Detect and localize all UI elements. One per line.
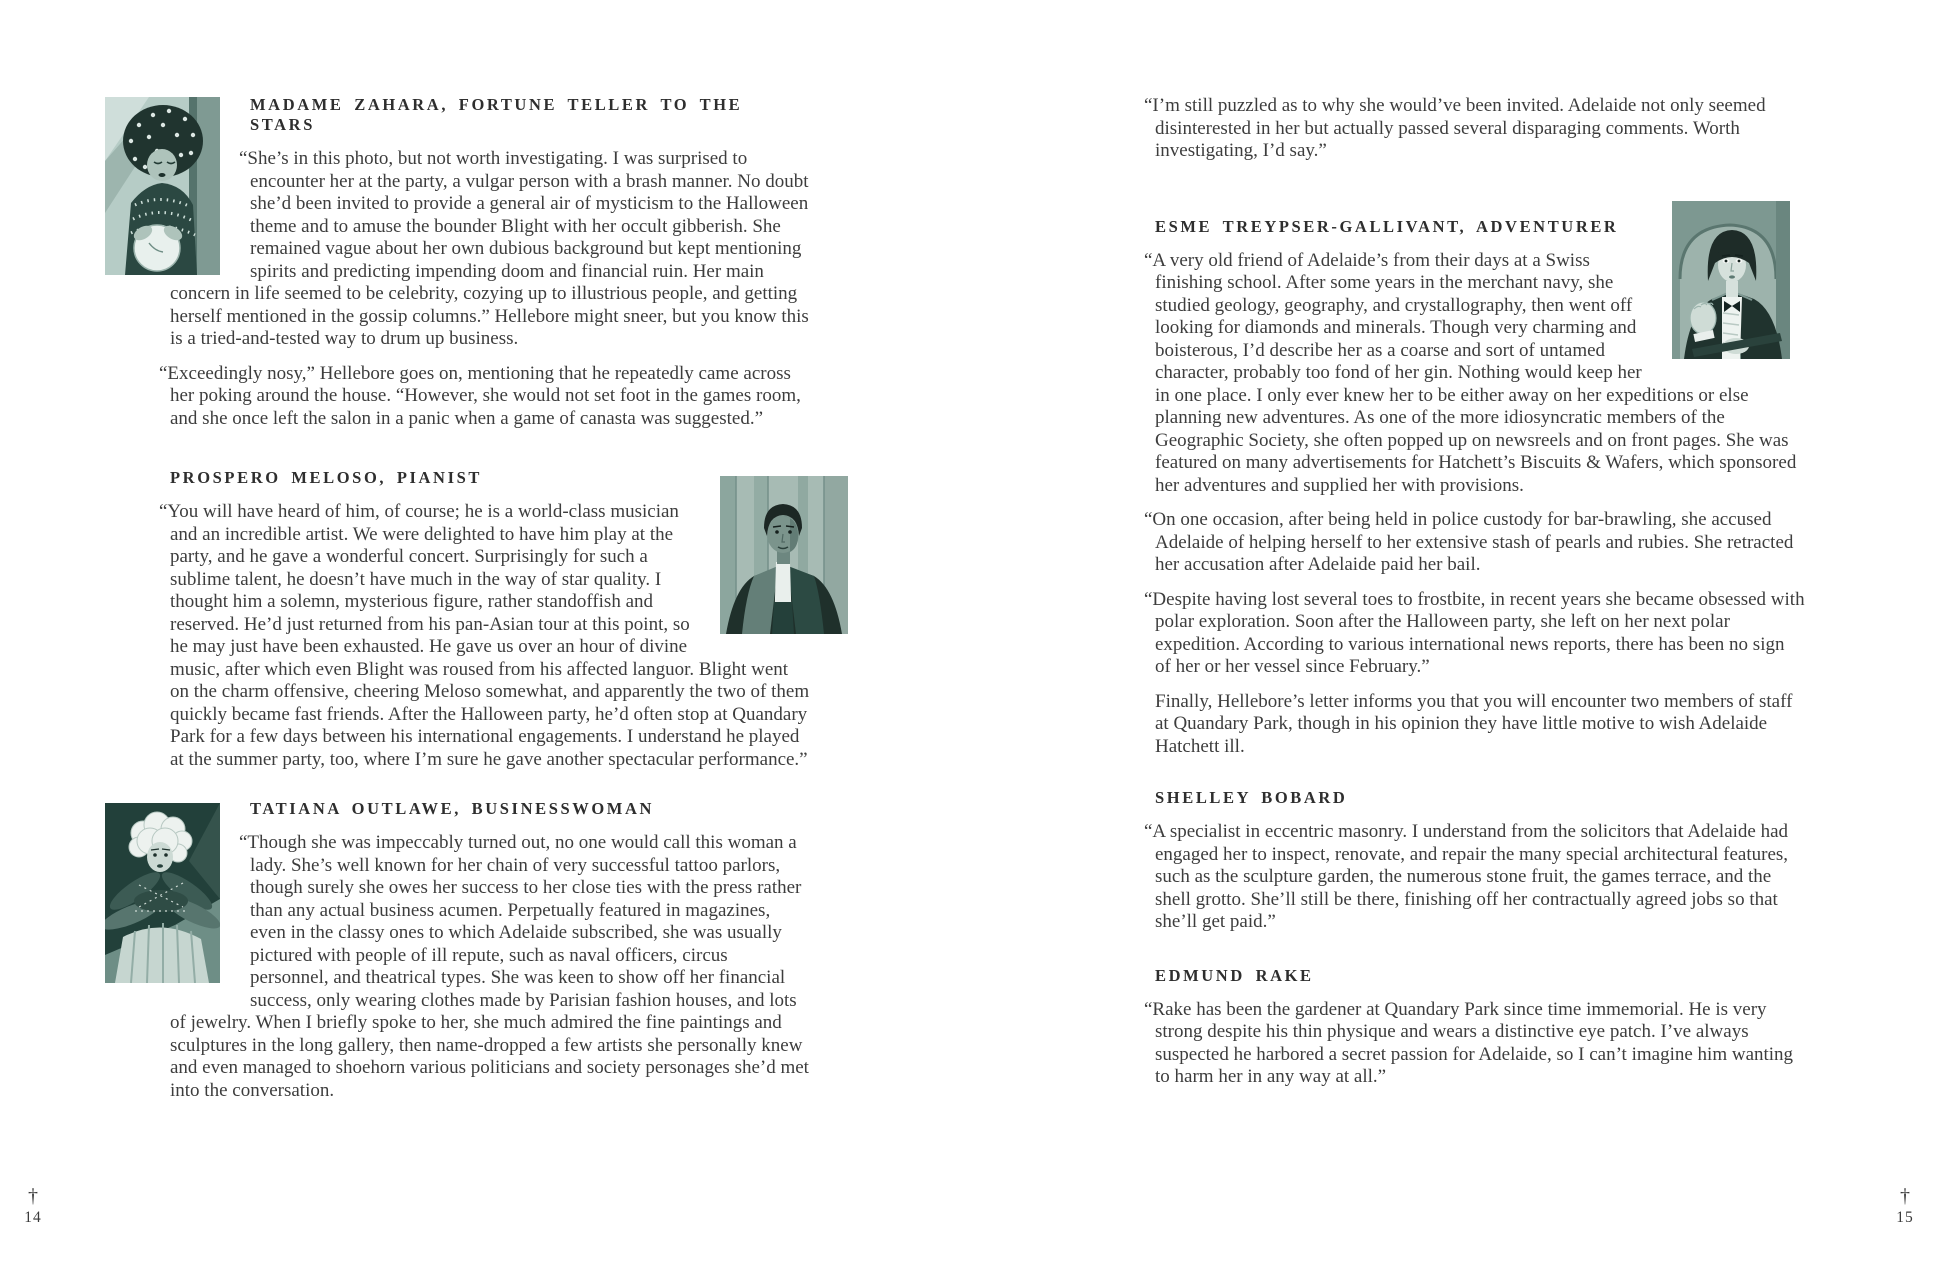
dagger-ornament: † — [28, 1185, 38, 1207]
heading-tatiana-outlawe: TATIANA OUTLAWE, BUSINESSWOMAN — [250, 799, 654, 818]
heading-madame-zahara: MADAME ZAHARA, FORTUNE TELLER TO THE STARS — [250, 95, 743, 134]
paragraph: “You will have heard of him, of course; he is a world-class musician and an incredible artist. We were delighted to have him play at the party, and he gave a wonderful concert. Surprisingly for such a sublime talent, he doesn’t have much in the way of star quality. I thought him a solemn, mysterious figure, rather standoffish and reserved. He’d just returned from his pan-Asian tour at this point, so he may just have been exhausted. He gave us over an hour of divine music, after which even Blight was roused from his affected languor. Blight went on the charm offensive, cheering Meloso somewhat, and apparently the two of them quickly became fast friends. After the Halloween party, he’d often stop at Quandary Park for a few days between his international engagements. I understand he played at the summer party, too, where I’m sure he gave another spectacular performance.” — [159, 501, 810, 770]
section-prospero-meloso — [159, 468, 810, 783]
page-right — [1144, 95, 1805, 1101]
paragraph: “Exceedingly nosy,” Hellebore goes on, mentioning that he repeatedly came across her poking around the house. “However, she would not set foot in the games room, and she once left the salon in a panic when a game of canasta was suggested.” — [159, 362, 801, 429]
prospero-meloso-portrait-illustration — [720, 476, 848, 634]
madame-zahara-portrait — [105, 97, 220, 275]
paragraph: “Rake has been the gardener at Quandary Park since time immemorial. He is very strong despite his thin physique and wears a distinctive eye patch. I’ve always suspected he harbored a secret passion for Adelaide, so I can’t imagine him wanting to harm her in any way at all.” — [1144, 998, 1794, 1087]
paragraph: “A specialist in eccentric masonry. I understand from the solicitors that Adelaide had engaged her to inspect, renovate, and repair the many special architectural features, such as the sculpture garden, the numerous stone fruit, the games terrace, and the shell grotto. She’ll still be there, finishing off her contractually agreed jobs so that she’ll get paid.” — [1144, 821, 1789, 932]
heading-esme-treypser-gallivant: ESME TREYPSER-GALLIVANT, ADVENTURER — [1155, 216, 1619, 236]
heading-prospero-meloso: PROSPERO MELOSO, PIANIST — [170, 468, 482, 487]
page-left — [159, 95, 810, 1114]
prospero-meloso-portrait — [720, 476, 848, 634]
tatiana-outlawe-portrait — [105, 803, 220, 983]
page-number-right: 15 — [1896, 1209, 1914, 1226]
dagger-ornament: † — [1900, 1185, 1910, 1207]
page-number-left: 14 — [24, 1209, 42, 1226]
lead-paragraph: “I’m still puzzled as to why she would’ve been invited. Adelaide not only seemed disinterested in her but actually passed several disparaging comments. Worth investigating, I’d say.” — [1144, 95, 1766, 161]
esme-treypser-gallivant-portrait-illustration — [1672, 201, 1790, 359]
section-madame-zahara — [159, 95, 810, 442]
section-esme-treypser-gallivant — [1144, 216, 1805, 691]
madame-zahara-portrait-illustration — [105, 97, 220, 275]
paragraph: “A very old friend of Adelaide’s from their days at a Swiss finishing school. After some years in the merchant navy, she studied geology, geography, and crystallography, then went off looking for diamonds and minerals. Though very charming and boisterous, I’d describe her as a coarse and sort of untamed character, probably too fond of her gin. Nothing would keep her in one place. I only ever knew her to be either away on her expeditions or else planning new adventures. As one of the more idiosyncratic members of the Geographic Society, she often popped up on newsreels and on front pages. She was featured on many advertisements for Hatchett’s Biscuits & Wafers, which sponsored her adventures and supplied her with provisions. — [1144, 249, 1797, 496]
section-shelley-bobard — [1144, 788, 1805, 934]
tatiana-outlawe-portrait-illustration — [105, 803, 220, 983]
staff-note-paragraph: Finally, Hellebore’s letter informs you that you will encounter two members of staff at Quandary Park, though in his opinion they have little motive to wish Adelaide Hatchett ill. — [1155, 690, 1793, 757]
footer-right — [1890, 1186, 1920, 1226]
paragraph: “On one occasion, after being held in police custody for bar-brawling, she accused Adelaide of helping herself to her extensive stash of pearls and rubies. She retracted her accusation after Adelaide paid her bail. — [1144, 509, 1794, 575]
esme-treypser-gallivant-portrait — [1672, 201, 1790, 359]
paragraph: “Though she was impeccably turned out, no one would call this woman a lady. She’s well known for her chain of very successful tattoo parlors, though surely she owes her success to her close ties with the press rather than any actual business acumen. Perpetually featured in magazines, even in the classy ones to which Adelaide subscribed, she was usually pictured with people of ill repute, such as naval officers, circus personnel, and theatrical types. She was keen to show off her financial success, only wearing clothes made by Parisian fashion houses, and lots of jewelry. When I briefly spoke to her, she much admired the fine paintings and sculptures in the long gallery, then name-dropped a few artists she personally knew and even managed to shoehorn various politicians and society personages she’d met into the conversation. — [170, 832, 809, 1101]
footer-left — [18, 1186, 48, 1226]
heading-edmund-rake: EDMUND RAKE — [1155, 965, 1314, 985]
section-edmund-rake — [1144, 965, 1805, 1089]
paragraph: “She’s in this photo, but not worth investigating. I was surprised to encounter her at the party, a vulgar person with a brash manner. No doubt she’d been invited to provide a general air of mysticism to the Halloween theme and to amuse the bounder Blight with her occult gibberish. She remained vague about her own dubious background but kept mentioning spirits and predicting impending doom and financial ruin. Her main concern in life seemed to be celebrity, cozying up to illustrious people, and getting herself mentioned in the gossip columns.” Hellebore might sneer, but you know this is a tried-and-tested way to drum up business. — [170, 148, 809, 349]
heading-shelley-bobard: SHELLEY BOBARD — [1155, 788, 1348, 807]
section-tatiana-outlawe — [170, 799, 810, 1114]
paragraph: “Despite having lost several toes to frostbite, in recent years she became obsessed with polar exploration. Soon after the Halloween party, she left on her next polar expedition. According to various international news reports, there has been no sign of her or her vessel since February.” — [1144, 588, 1805, 677]
